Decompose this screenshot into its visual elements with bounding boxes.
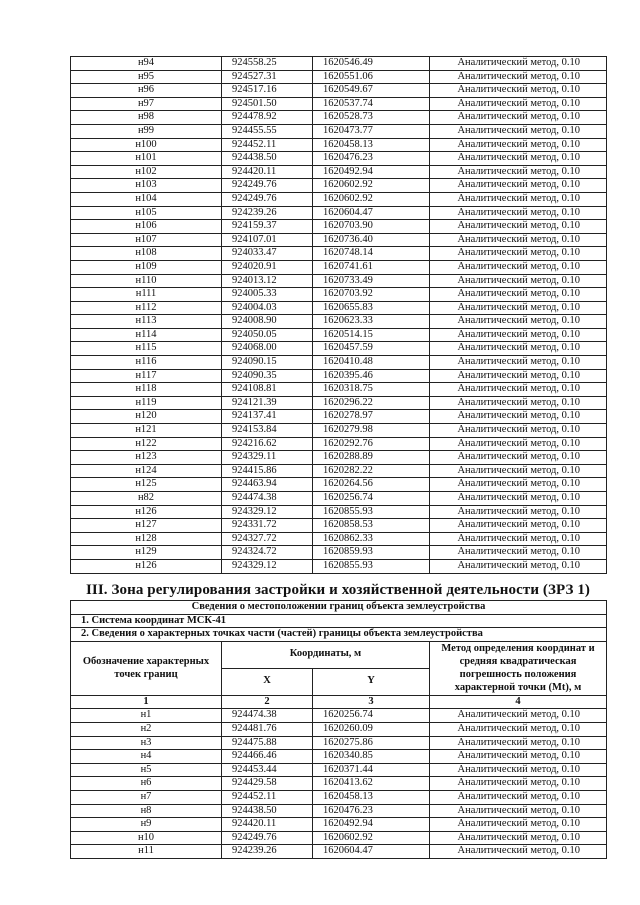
table-row <box>71 247 607 261</box>
method: Аналитический метод, 0.10 <box>430 709 607 723</box>
table-row <box>71 505 607 519</box>
table-row <box>71 424 607 438</box>
method: Аналитический метод, 0.10 <box>430 206 607 220</box>
coord-y: 1620748.14 <box>313 247 430 261</box>
table-row <box>71 220 607 234</box>
coord-x: 924137.41 <box>222 410 313 424</box>
table-row <box>71 396 607 410</box>
coord-y: 1620736.40 <box>313 233 430 247</box>
coord-y: 1620473.77 <box>313 124 430 138</box>
table-row <box>71 111 607 125</box>
point-name: н112 <box>71 301 222 315</box>
method: Аналитический метод, 0.10 <box>430 410 607 424</box>
coord-x: 924478.92 <box>222 111 313 125</box>
coord-x: 924452.11 <box>222 790 313 804</box>
point-name: н127 <box>71 519 222 533</box>
table-row <box>71 274 607 288</box>
coord-y: 1620476.23 <box>313 804 430 818</box>
method: Аналитический метод, 0.10 <box>430 192 607 206</box>
point-name: н97 <box>71 97 222 111</box>
point-name: н118 <box>71 383 222 397</box>
coord-x: 924420.11 <box>222 165 313 179</box>
coord-x: 924013.12 <box>222 274 313 288</box>
coord-x: 924415.86 <box>222 464 313 478</box>
coord-x: 924438.50 <box>222 152 313 166</box>
method: Аналитический метод, 0.10 <box>430 845 607 859</box>
table-row <box>71 97 607 111</box>
coord-y: 1620371.44 <box>313 763 430 777</box>
point-name: н98 <box>71 111 222 125</box>
coordinate-system: 1. Система координат МСК-41 <box>71 614 607 628</box>
coord-y: 1620492.94 <box>313 165 430 179</box>
table-row <box>71 464 607 478</box>
table-row <box>71 57 607 71</box>
method: Аналитический метод, 0.10 <box>430 356 607 370</box>
coord-x: 924474.38 <box>222 492 313 506</box>
method: Аналитический метод, 0.10 <box>430 763 607 777</box>
method: Аналитический метод, 0.10 <box>430 138 607 152</box>
method: Аналитический метод, 0.10 <box>430 165 607 179</box>
header-coords: Координаты, м <box>222 641 430 668</box>
method: Аналитический метод, 0.10 <box>430 559 607 573</box>
coord-x: 924475.88 <box>222 736 313 750</box>
point-name: н5 <box>71 763 222 777</box>
table-row <box>71 152 607 166</box>
coord-y: 1620537.74 <box>313 97 430 111</box>
coord-x: 924249.76 <box>222 192 313 206</box>
header-x: X <box>222 668 313 695</box>
coord-y: 1620340.85 <box>313 750 430 764</box>
coord-x: 924452.11 <box>222 138 313 152</box>
point-name: н10 <box>71 831 222 845</box>
colnum: 4 <box>430 695 607 709</box>
point-name: н114 <box>71 328 222 342</box>
coord-x: 924004.03 <box>222 301 313 315</box>
table-row <box>71 451 607 465</box>
coord-y: 1620703.92 <box>313 288 430 302</box>
table-row <box>71 736 607 750</box>
coord-y: 1620528.73 <box>313 111 430 125</box>
method: Аналитический метод, 0.10 <box>430 519 607 533</box>
coord-x: 924008.90 <box>222 315 313 329</box>
table-row <box>71 233 607 247</box>
table-row <box>71 179 607 193</box>
point-name: н95 <box>71 70 222 84</box>
coord-y: 1620859.93 <box>313 546 430 560</box>
table-row <box>71 831 607 845</box>
method: Аналитический метод, 0.10 <box>430 750 607 764</box>
colnum: 3 <box>313 695 430 709</box>
colnum: 1 <box>71 695 222 709</box>
coord-y: 1620395.46 <box>313 369 430 383</box>
colnum: 2 <box>222 695 313 709</box>
coord-y: 1620492.94 <box>313 818 430 832</box>
coord-x: 924239.26 <box>222 206 313 220</box>
method: Аналитический метод, 0.10 <box>430 505 607 519</box>
method: Аналитический метод, 0.10 <box>430 546 607 560</box>
coord-x: 924329.12 <box>222 559 313 573</box>
method: Аналитический метод, 0.10 <box>430 124 607 138</box>
table-row <box>71 437 607 451</box>
table-row <box>71 546 607 560</box>
point-name: н117 <box>71 369 222 383</box>
point-name: н7 <box>71 790 222 804</box>
coord-y: 1620862.33 <box>313 532 430 546</box>
coord-y: 1620275.86 <box>313 736 430 750</box>
point-name: н101 <box>71 152 222 166</box>
coord-y: 1620410.48 <box>313 356 430 370</box>
coord-y: 1620264.56 <box>313 478 430 492</box>
coord-x: 924324.72 <box>222 546 313 560</box>
coord-x: 924020.91 <box>222 260 313 274</box>
point-name: н126 <box>71 505 222 519</box>
coord-x: 924327.72 <box>222 532 313 546</box>
point-name: н6 <box>71 777 222 791</box>
method: Аналитический метод, 0.10 <box>430 247 607 261</box>
point-name: н108 <box>71 247 222 261</box>
method: Аналитический метод, 0.10 <box>430 396 607 410</box>
coord-x: 924329.11 <box>222 451 313 465</box>
method: Аналитический метод, 0.10 <box>430 57 607 71</box>
method: Аналитический метод, 0.10 <box>430 274 607 288</box>
table-row <box>71 124 607 138</box>
table-row <box>71 70 607 84</box>
method: Аналитический метод, 0.10 <box>430 790 607 804</box>
coord-y: 1620318.75 <box>313 383 430 397</box>
point-name: н120 <box>71 410 222 424</box>
header-point: Обозначение характерных точек границ <box>71 641 222 695</box>
point-name: н103 <box>71 179 222 193</box>
coord-x: 924068.00 <box>222 342 313 356</box>
coord-x: 924527.31 <box>222 70 313 84</box>
method: Аналитический метод, 0.10 <box>430 492 607 506</box>
table-row <box>71 492 607 506</box>
coord-y: 1620546.49 <box>313 57 430 71</box>
coord-y: 1620623.33 <box>313 315 430 329</box>
coord-x: 924159.37 <box>222 220 313 234</box>
method: Аналитический метод, 0.10 <box>430 97 607 111</box>
table-row <box>71 709 607 723</box>
method: Аналитический метод, 0.10 <box>430 70 607 84</box>
point-name: н8 <box>71 804 222 818</box>
point-name: н116 <box>71 356 222 370</box>
table-row <box>71 410 607 424</box>
table-row <box>71 369 607 383</box>
coord-y: 1620855.93 <box>313 559 430 573</box>
coord-y: 1620655.83 <box>313 301 430 315</box>
table-caption: Сведения о местоположении границ объекта землеустройства <box>71 601 607 615</box>
coord-y: 1620458.13 <box>313 138 430 152</box>
table-row <box>71 818 607 832</box>
point-name: н99 <box>71 124 222 138</box>
header-method: Метод определения координат и средняя квадратическая погрешность положения характерной точки (Mt), м <box>430 641 607 695</box>
table-row <box>71 478 607 492</box>
coord-x: 924453.44 <box>222 763 313 777</box>
method: Аналитический метод, 0.10 <box>430 831 607 845</box>
coord-x: 924107.01 <box>222 233 313 247</box>
coord-x: 924429.58 <box>222 777 313 791</box>
point-name: н4 <box>71 750 222 764</box>
table-row <box>71 804 607 818</box>
method: Аналитический метод, 0.10 <box>430 152 607 166</box>
coord-x: 924438.50 <box>222 804 313 818</box>
point-name: н119 <box>71 396 222 410</box>
method: Аналитический метод, 0.10 <box>430 179 607 193</box>
table-row <box>71 790 607 804</box>
method: Аналитический метод, 0.10 <box>430 722 607 736</box>
method: Аналитический метод, 0.10 <box>430 424 607 438</box>
table-row <box>71 192 607 206</box>
point-name: н3 <box>71 736 222 750</box>
point-name: н109 <box>71 260 222 274</box>
coord-y: 1620413.62 <box>313 777 430 791</box>
table-row <box>71 288 607 302</box>
coord-y: 1620703.90 <box>313 220 430 234</box>
point-name: н100 <box>71 138 222 152</box>
method: Аналитический метод, 0.10 <box>430 288 607 302</box>
coord-y: 1620458.13 <box>313 790 430 804</box>
method: Аналитический метод, 0.10 <box>430 437 607 451</box>
header-y: Y <box>313 668 430 695</box>
point-name: н124 <box>71 464 222 478</box>
coord-y: 1620256.74 <box>313 709 430 723</box>
coord-x: 924249.76 <box>222 179 313 193</box>
coord-y: 1620858.53 <box>313 519 430 533</box>
point-name: н126 <box>71 559 222 573</box>
point-name: н121 <box>71 424 222 438</box>
coord-x: 924463.94 <box>222 478 313 492</box>
coord-y: 1620733.49 <box>313 274 430 288</box>
point-name: н111 <box>71 288 222 302</box>
coord-x: 924005.33 <box>222 288 313 302</box>
method: Аналитический метод, 0.10 <box>430 84 607 98</box>
point-name: н113 <box>71 315 222 329</box>
table-row <box>71 777 607 791</box>
table-row <box>71 519 607 533</box>
method: Аналитический метод, 0.10 <box>430 736 607 750</box>
method: Аналитический метод, 0.10 <box>430 260 607 274</box>
point-name: н122 <box>71 437 222 451</box>
table-row <box>71 301 607 315</box>
coord-x: 924329.12 <box>222 505 313 519</box>
method: Аналитический метод, 0.10 <box>430 804 607 818</box>
coord-y: 1620292.76 <box>313 437 430 451</box>
table-row <box>71 165 607 179</box>
coord-x: 924050.05 <box>222 328 313 342</box>
coord-x: 924121.39 <box>222 396 313 410</box>
coord-y: 1620288.89 <box>313 451 430 465</box>
table-row <box>71 328 607 342</box>
method: Аналитический метод, 0.10 <box>430 451 607 465</box>
coord-x: 924108.81 <box>222 383 313 397</box>
point-name: н125 <box>71 478 222 492</box>
coord-y: 1620602.92 <box>313 192 430 206</box>
coord-x: 924517.16 <box>222 84 313 98</box>
coord-y: 1620256.74 <box>313 492 430 506</box>
point-name: н129 <box>71 546 222 560</box>
coord-x: 924455.55 <box>222 124 313 138</box>
table-row <box>71 356 607 370</box>
table-row <box>71 342 607 356</box>
table-row <box>71 532 607 546</box>
coord-x: 924331.72 <box>222 519 313 533</box>
table-row <box>71 84 607 98</box>
point-name: н1 <box>71 709 222 723</box>
coord-x: 924420.11 <box>222 818 313 832</box>
coord-x: 924239.26 <box>222 845 313 859</box>
method: Аналитический метод, 0.10 <box>430 233 607 247</box>
point-name: н11 <box>71 845 222 859</box>
table-row <box>71 763 607 777</box>
coord-x: 924558.25 <box>222 57 313 71</box>
method: Аналитический метод, 0.10 <box>430 301 607 315</box>
coord-y: 1620476.23 <box>313 152 430 166</box>
point-name: н107 <box>71 233 222 247</box>
method: Аналитический метод, 0.10 <box>430 777 607 791</box>
coord-y: 1620551.06 <box>313 70 430 84</box>
point-name: н94 <box>71 57 222 71</box>
method: Аналитический метод, 0.10 <box>430 464 607 478</box>
points-subtitle: 2. Сведения о характерных точках части (частей) границы объекта землеустройства <box>71 628 607 642</box>
coord-x: 924501.50 <box>222 97 313 111</box>
coord-y: 1620296.22 <box>313 396 430 410</box>
table-row <box>71 260 607 274</box>
method: Аналитический метод, 0.10 <box>430 220 607 234</box>
point-name: н96 <box>71 84 222 98</box>
method: Аналитический метод, 0.10 <box>430 328 607 342</box>
table-row <box>71 722 607 736</box>
coord-y: 1620514.15 <box>313 328 430 342</box>
coord-x: 924153.84 <box>222 424 313 438</box>
coord-y: 1620282.22 <box>313 464 430 478</box>
coord-y: 1620279.98 <box>313 424 430 438</box>
point-name: н105 <box>71 206 222 220</box>
table-row <box>71 845 607 859</box>
point-name: н82 <box>71 492 222 506</box>
coord-y: 1620741.61 <box>313 260 430 274</box>
coord-x: 924216.62 <box>222 437 313 451</box>
method: Аналитический метод, 0.10 <box>430 342 607 356</box>
coord-x: 924249.76 <box>222 831 313 845</box>
coord-x: 924033.47 <box>222 247 313 261</box>
zrz1-coordinates-table <box>70 600 607 859</box>
point-name: н106 <box>71 220 222 234</box>
coord-x: 924466.46 <box>222 750 313 764</box>
coord-x: 924090.15 <box>222 356 313 370</box>
table-row <box>71 138 607 152</box>
coord-x: 924090.35 <box>222 369 313 383</box>
table-row <box>71 559 607 573</box>
coord-x: 924481.76 <box>222 722 313 736</box>
section-title: III. Зона регулирования застройки и хозяйственной деятельности (ЗРЗ 1) <box>85 582 591 598</box>
point-name: н128 <box>71 532 222 546</box>
coord-y: 1620549.67 <box>313 84 430 98</box>
coord-y: 1620457.59 <box>313 342 430 356</box>
coord-y: 1620260.09 <box>313 722 430 736</box>
coord-x: 924474.38 <box>222 709 313 723</box>
coord-y: 1620602.92 <box>313 831 430 845</box>
method: Аналитический метод, 0.10 <box>430 111 607 125</box>
coord-y: 1620604.47 <box>313 845 430 859</box>
point-name: н104 <box>71 192 222 206</box>
table-row <box>71 383 607 397</box>
point-name: н123 <box>71 451 222 465</box>
coordinates-table-continued <box>70 56 607 574</box>
coord-y: 1620855.93 <box>313 505 430 519</box>
method: Аналитический метод, 0.10 <box>430 315 607 329</box>
table-row <box>71 315 607 329</box>
method: Аналитический метод, 0.10 <box>430 532 607 546</box>
method: Аналитический метод, 0.10 <box>430 478 607 492</box>
point-name: н115 <box>71 342 222 356</box>
coord-y: 1620602.92 <box>313 179 430 193</box>
table-row <box>71 750 607 764</box>
method: Аналитический метод, 0.10 <box>430 818 607 832</box>
coord-y: 1620278.97 <box>313 410 430 424</box>
point-name: н102 <box>71 165 222 179</box>
table-row <box>71 206 607 220</box>
method: Аналитический метод, 0.10 <box>430 383 607 397</box>
method: Аналитический метод, 0.10 <box>430 369 607 383</box>
coord-y: 1620604.47 <box>313 206 430 220</box>
point-name: н2 <box>71 722 222 736</box>
point-name: н110 <box>71 274 222 288</box>
point-name: н9 <box>71 818 222 832</box>
